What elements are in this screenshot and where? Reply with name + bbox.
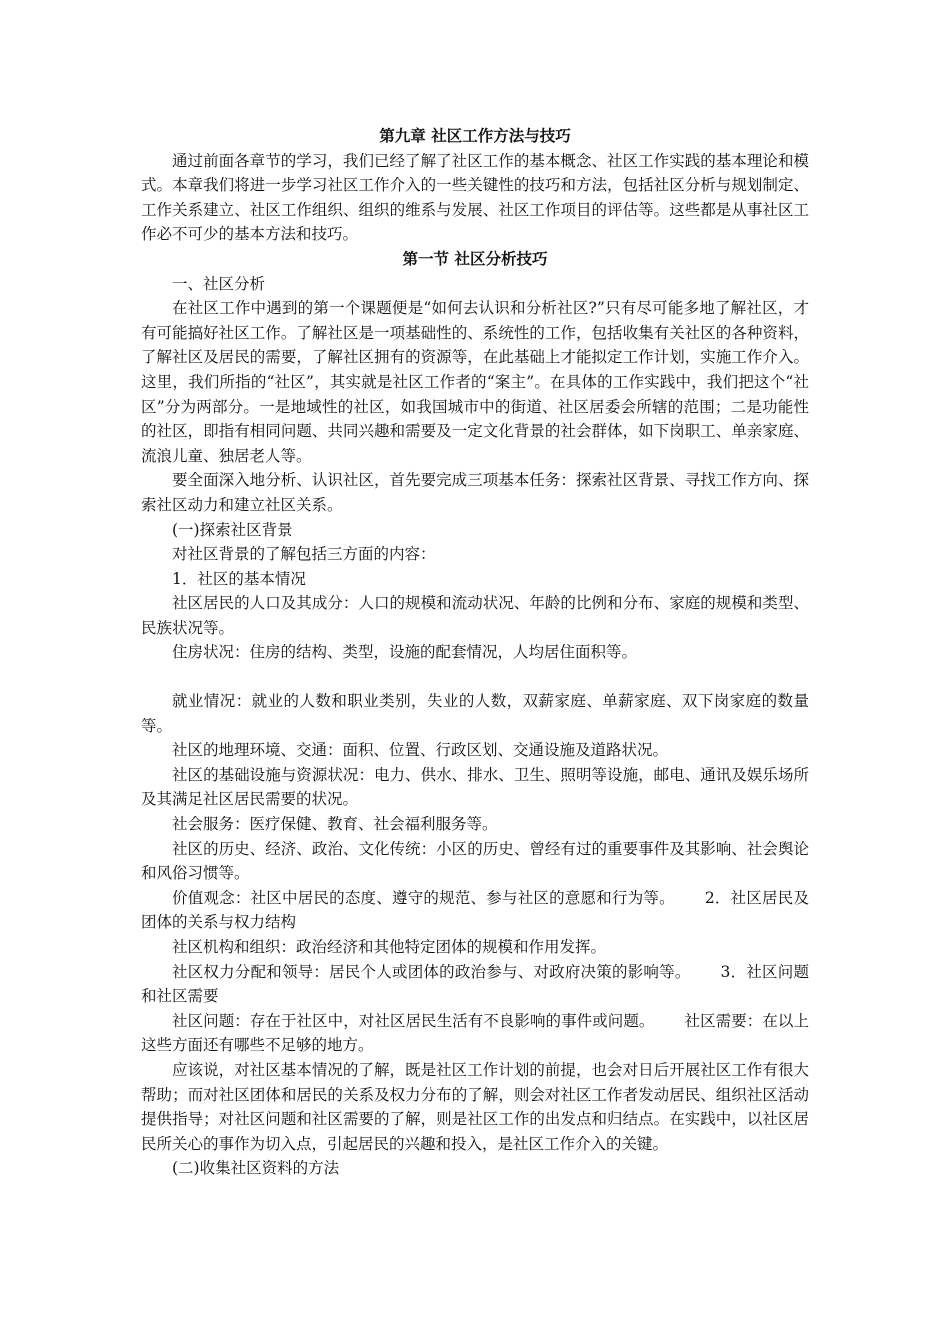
paragraph-community-analysis: 在社区工作中遇到的第一个课题便是“如何去认识和分析社区?”只有尽可能多地了解社区，才有可能搞好社区工作。了解社区是一项基础性的、系统性的工作，包括收集有关社区的各种资料，了解社区及居民的需要，了解社区拥有的资源等，在此基础上才能拟定工作计划，实施工作介入。这里，我们所指的“社区”，其实就是社区工作者的“案主”。在具体的工作实践中，我们把这个“社区”分为两部分。一是地域性的社区，如我国城市中的街道、社区居委会所辖的范围；二是功能性的社区，即指有相同问题、共同兴趣和需要及一定文化背景的社会群体，如下岗职工、单亲家庭、流浪儿童、独居老人等。	[141, 299, 809, 465]
chapter-title: 第九章 社区工作方法与技巧	[379, 126, 571, 145]
paragraph-background-contents: 对社区背景的了解包括三方面的内容：	[172, 545, 436, 564]
paragraph-geography: 社区的地理环境、交通：面积、位置、行政区划、交通设施及道路状况。	[172, 741, 669, 760]
paragraph-power	[141, 960, 809, 1009]
paragraph-values	[141, 886, 809, 935]
paragraph-summary: 应该说，对社区基本情况的了解，既是社区工作计划的前提，也会对日后开展社区工作有很大帮助；而对社区团体和居民的关系及权力分布的了解，则会对社区工作者发动居民、组织社区活动提供指导；对社区问题和社区需要的了解，则是社区工作的出发点和归结点。在实践中，以社区居民所关心的事作为切入点，引起居民的兴趣和投入，是社区工作介入的关键。	[141, 1060, 809, 1153]
item-problems-needs: 3．社区问题和社区需要	[141, 962, 809, 1006]
intro-paragraph: 通过前面各章节的学习，我们已经了解了社区工作的基本概念、社区工作实践的基本理论和模式。本章我们将进一步学习社区工作介入的一些关键性的技巧和方法，包括社区分析与规划制定、工作关系建立、社区工作组织、组织的维系与发展、社区工作项目的评估等。这些都是从事社区工作必不可少的基本方法和技巧。	[141, 151, 809, 244]
need-text: 社区需要：在以上这些方面还有哪些不足够的地方。	[141, 1011, 809, 1055]
paragraph-infrastructure: 社区的基础设施与资源状况：电力、供水、排水、卫生、照明等设施，邮电、通讯及娱乐场所及其满足社区居民需要的状况。	[141, 765, 809, 809]
paragraph-employment: 就业情况：就业的人数和职业类别，失业的人数，双薪家庭、单薪家庭、双下岗家庭的数量等。	[141, 692, 809, 735]
paragraph-social-service: 社会服务：医疗保健、教育、社会福利服务等。	[172, 815, 498, 834]
heading-community-analysis: 一、社区分析	[172, 274, 266, 293]
values-text: 价值观念：社区中居民的态度、遵守的规范、参与社区的意愿和行为等。	[172, 888, 675, 907]
paragraph-housing: 住房状况：住房的结构、类型，设施的配套情况，人均居住面积等。	[172, 643, 638, 662]
subheading-collect-data: (二)收集社区资料的方法	[172, 1159, 340, 1178]
paragraph-three-tasks: 要全面深入地分析、认识社区，首先要完成三项基本任务：探索社区背景、寻找工作方向、探索社区动力和建立社区关系。	[141, 471, 809, 514]
paragraph-organizations: 社区机构和组织：政治经济和其他特定团体的规模和作用发挥。	[172, 938, 607, 956]
problem-text: 社区问题：存在于社区中，对社区居民生活有不良影响的事件或问题。	[172, 1011, 655, 1030]
paragraph-population: 社区居民的人口及其成分：人口的规模和流动状况、年龄的比例和分布、家庭的规模和类型、民族状况等。	[141, 594, 809, 637]
item-basic-situation: 1．社区的基本情况	[172, 569, 306, 588]
subheading-explore-background: (一)探索社区背景	[172, 520, 293, 539]
paragraph-history: 社区的历史、经济、政治、文化传统：小区的历史、曾经有过的重要事件及其影响、社会舆论和风俗习惯等。	[141, 839, 809, 883]
document-page	[141, 124, 809, 1181]
power-text: 社区权力分配和领导：居民个人或团体的政治参与、对政府决策的影响等。	[172, 962, 691, 981]
section-title: 第一节 社区分析技巧	[402, 248, 548, 268]
blank-line	[141, 665, 809, 689]
item-relations-power: 2．社区居民及团体的关系与权力结构	[141, 888, 809, 932]
paragraph-problems	[141, 1009, 809, 1058]
